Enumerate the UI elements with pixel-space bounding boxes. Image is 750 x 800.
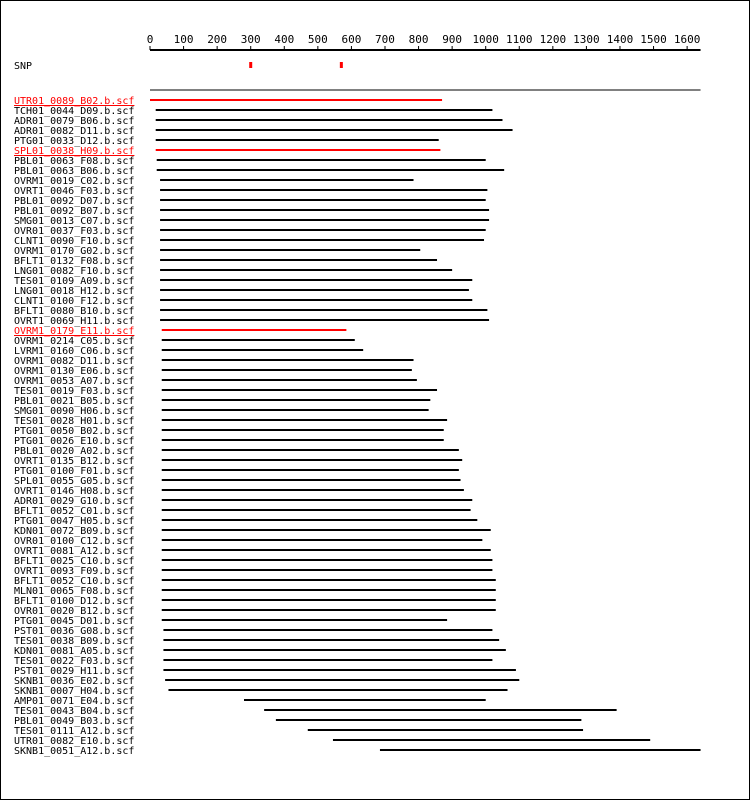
read-name: PBL01_0020_A02.b.scf (14, 446, 135, 457)
read-name: PST01_0036_G08.b.scf (14, 626, 135, 637)
axis-tick-label: 200 (207, 33, 228, 46)
read-name: BFLT1_0025_C10.b.scf (14, 556, 135, 567)
read-name: LNG01_0082_F10.b.scf (14, 266, 135, 277)
read-name: PBL01_0092_D07.b.scf (14, 196, 135, 207)
read-name: SPL01_0038_H09.b.scf (14, 146, 135, 157)
read-name: SMG01_0090_H06.b.scf (14, 406, 135, 417)
read-name: PTG01_0100_F01.b.scf (14, 466, 135, 477)
read-name: PST01_0029_H11.b.scf (14, 666, 135, 677)
read-name: OVRT1_0081_A12.b.scf (14, 546, 135, 557)
read-name: TES01_0109_A09.b.scf (14, 276, 135, 287)
read-name: SKNB1_0036_E02.b.scf (14, 676, 135, 687)
read-name: OVRT1_0093_F09.b.scf (14, 566, 135, 577)
read-name: PBL01_0092_B07.b.scf (14, 206, 135, 217)
read-name: PTG01_0050_B02.b.scf (14, 426, 135, 437)
read-name: TES01_0019_F03.b.scf (14, 386, 135, 397)
axis-tick-label: 1200 (539, 33, 567, 46)
snp-marker (340, 62, 343, 68)
read-name: UTR01_0089_B02.b.scf (14, 96, 135, 107)
read-name: OVRM1_0053_A07.b.scf (14, 376, 135, 387)
read-name: TES01_0038_B09.b.scf (14, 636, 135, 647)
read-name: OVR01_0100_C12.b.scf (14, 536, 135, 547)
read-name: PTG01_0026_E10.b.scf (14, 436, 135, 447)
axis-tick-label: 1500 (640, 33, 667, 46)
read-name: PTG01_0045_D01.b.scf (14, 616, 135, 627)
read-name: LNG01_0018_H12.b.scf (14, 286, 135, 297)
read-name: PBL01_0049_B03.b.scf (14, 716, 135, 727)
axis-tick-label: 100 (173, 33, 194, 46)
read-name: OVRM1_0214_C05.b.scf (14, 336, 135, 347)
read-name: SKNB1_0007_H04.b.scf (14, 686, 135, 697)
read-name: TES01_0111_A12.b.scf (14, 726, 135, 737)
axis-tick-label: 0 (146, 33, 154, 46)
read-name: OVRT1_0135_B12.b.scf (14, 456, 135, 467)
read-name: BFLT1_0080_B10.b.scf (14, 306, 135, 317)
read-name: ADR01_0082_D11.b.scf (14, 126, 135, 137)
read-name: SKNB1_0051_A12.b.scf (14, 746, 135, 757)
axis-tick-label: 1600 (673, 33, 701, 46)
axis-tick-label: 400 (274, 33, 295, 46)
snp-label: SNP (14, 61, 33, 72)
read-name: OVRT1_0069_H11.b.scf (14, 316, 135, 327)
read-name: TCH01_0044_D09.b.scf (14, 106, 135, 117)
axis-tick-label: 1400 (606, 33, 634, 46)
read-name: PBL01_0021_B05.b.scf (14, 396, 135, 407)
axis-tick-label: 1300 (573, 33, 600, 46)
read-name: MLN01_0065_F08.b.scf (14, 586, 135, 597)
read-name: OVRT1_0046_F03.b.scf (14, 186, 135, 197)
read-name: TES01_0043_B04.b.scf (14, 706, 135, 717)
read-name: PTG01_0033_D12.b.scf (14, 136, 135, 147)
read-name: CLNT1_0100_F12.b.scf (14, 296, 135, 307)
read-name: PBL01_0063_F08.b.scf (14, 156, 135, 167)
read-name: OVRM1_0082_D11.b.scf (14, 356, 135, 367)
read-name: ADR01_0029_G10.b.scf (14, 496, 135, 507)
read-name: KDN01_0081_A05.b.scf (14, 646, 135, 657)
read-name: SPL01_0055_G05.b.scf (14, 476, 135, 487)
read-name: BFLT1_0132_F08.b.scf (14, 256, 135, 267)
read-name: LVRM1_0160_C06.b.scf (14, 346, 135, 357)
read-name: TES01_0022_F03.b.scf (14, 656, 135, 667)
axis-tick-label: 1000 (472, 33, 499, 46)
read-name: BFLT1_0052_C01.b.scf (14, 506, 135, 517)
read-name: SMG01_0013_C07.b.scf (14, 216, 135, 227)
read-name: ADR01_0079_B06.b.scf (14, 116, 135, 127)
read-name: KDN01_0072_B09.b.scf (14, 526, 135, 537)
read-name: PBL01_0063_B06.b.scf (14, 166, 135, 177)
read-name: OVRM1_0170_G02.b.scf (14, 246, 135, 257)
axis-tick-label: 500 (307, 33, 328, 46)
read-name: OVRM1_0179_E11.b.scf (14, 326, 135, 337)
snp-marker (249, 62, 252, 68)
axis-tick-label: 600 (341, 33, 362, 46)
axis-tick-label: 900 (442, 33, 463, 46)
read-name: OVRM1_0130_E06.b.scf (14, 366, 135, 377)
axis-tick-label: 800 (408, 33, 429, 46)
read-name: TES01_0028_H01.b.scf (14, 416, 135, 427)
read-name: PTG01_0047_H05.b.scf (14, 516, 135, 527)
read-name: OVR01_0020_B12.b.scf (14, 606, 135, 617)
read-name: AMP01_0071_E04.b.scf (14, 696, 135, 707)
read-name: OVRT1_0146_H08.b.scf (14, 486, 135, 497)
read-name: BFLT1_0100_D12.b.scf (14, 596, 135, 607)
axis-tick-label: 700 (375, 33, 395, 46)
read-name: CLNT1_0090_F10.b.scf (14, 236, 135, 247)
read-name: OVRM1_0019_C02.b.scf (14, 176, 135, 187)
axis-tick-label: 300 (240, 33, 261, 46)
axis-tick-label: 1100 (506, 33, 533, 46)
read-name: OVR01_0037_F03.b.scf (14, 226, 135, 237)
read-name: UTR01_0082_E10.b.scf (14, 736, 135, 747)
read-name: BFLT1_0052_C10.b.scf (14, 576, 135, 587)
